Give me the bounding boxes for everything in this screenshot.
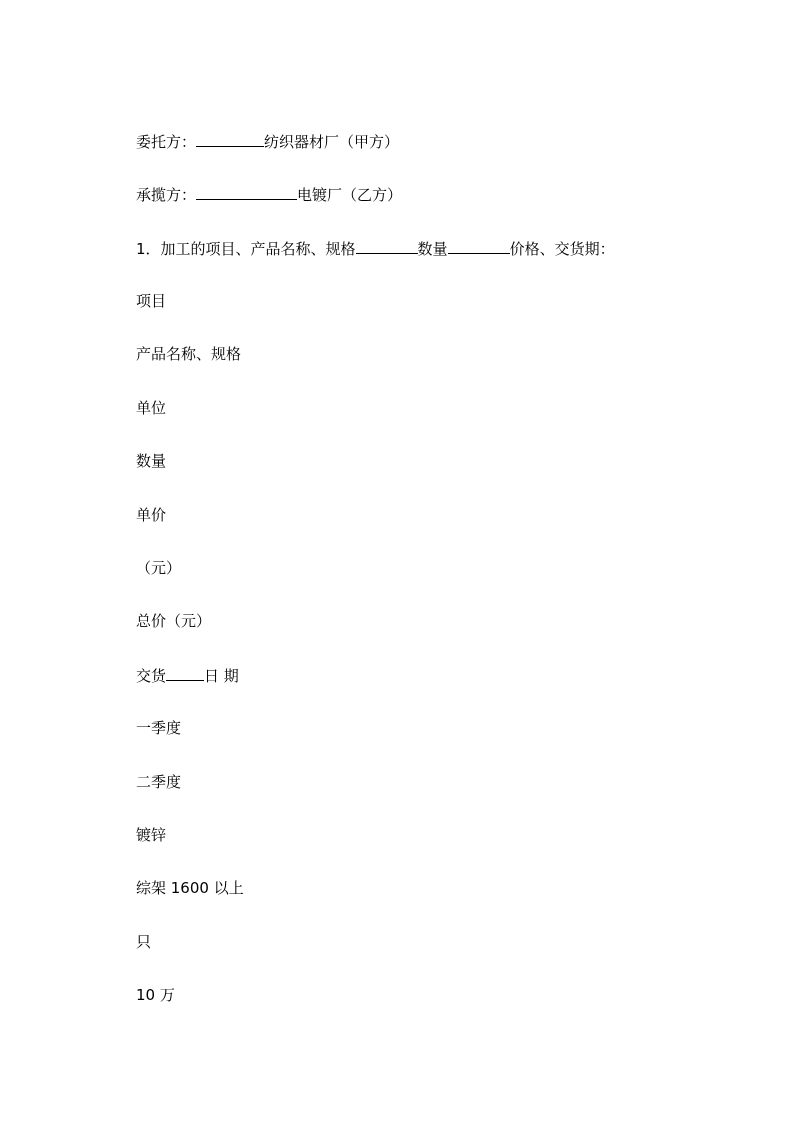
clause-1 <box>136 238 615 259</box>
client-line <box>136 131 399 152</box>
quantity-blank <box>448 238 510 254</box>
item-heading: 项目 <box>136 292 167 310</box>
delivery-suffix: 日 期 <box>204 667 239 685</box>
contractor-name: 电镀厂（乙方） <box>297 186 403 204</box>
unit-heading: 单位 <box>136 399 167 417</box>
client-name: 纺织器材厂（甲方） <box>264 133 400 151</box>
first-quarter: 一季度 <box>136 719 182 737</box>
quantity-value: 10 万 <box>136 986 175 1004</box>
total-price-heading: 总价（元） <box>136 612 212 630</box>
spec-blank <box>356 238 418 254</box>
unit-price-heading: 单价 <box>136 506 167 524</box>
contractor-blank <box>196 184 297 200</box>
client-blank <box>196 131 264 147</box>
clause-1-quantity-label: 数量 <box>417 240 448 258</box>
heald-frame-spec: 综架 1600 以上 <box>136 879 244 897</box>
yuan-label: （元） <box>136 559 182 577</box>
client-label: 委托方： <box>136 133 197 151</box>
clause-1-prefix: 1．加工的项目、产品名称、规格 <box>136 240 356 258</box>
delivery-blank <box>166 665 204 681</box>
clause-1-suffix: 价格、交货期： <box>509 240 615 258</box>
quantity-heading: 数量 <box>136 452 167 470</box>
delivery-date-heading <box>136 665 239 686</box>
galvanizing-item: 镀锌 <box>136 826 167 844</box>
contractor-label: 承揽方： <box>136 186 197 204</box>
product-spec-heading: 产品名称、规格 <box>136 345 242 363</box>
delivery-prefix: 交货 <box>136 667 167 685</box>
unit-value: 只 <box>136 933 152 951</box>
contractor-line <box>136 184 402 205</box>
second-quarter: 二季度 <box>136 773 182 791</box>
